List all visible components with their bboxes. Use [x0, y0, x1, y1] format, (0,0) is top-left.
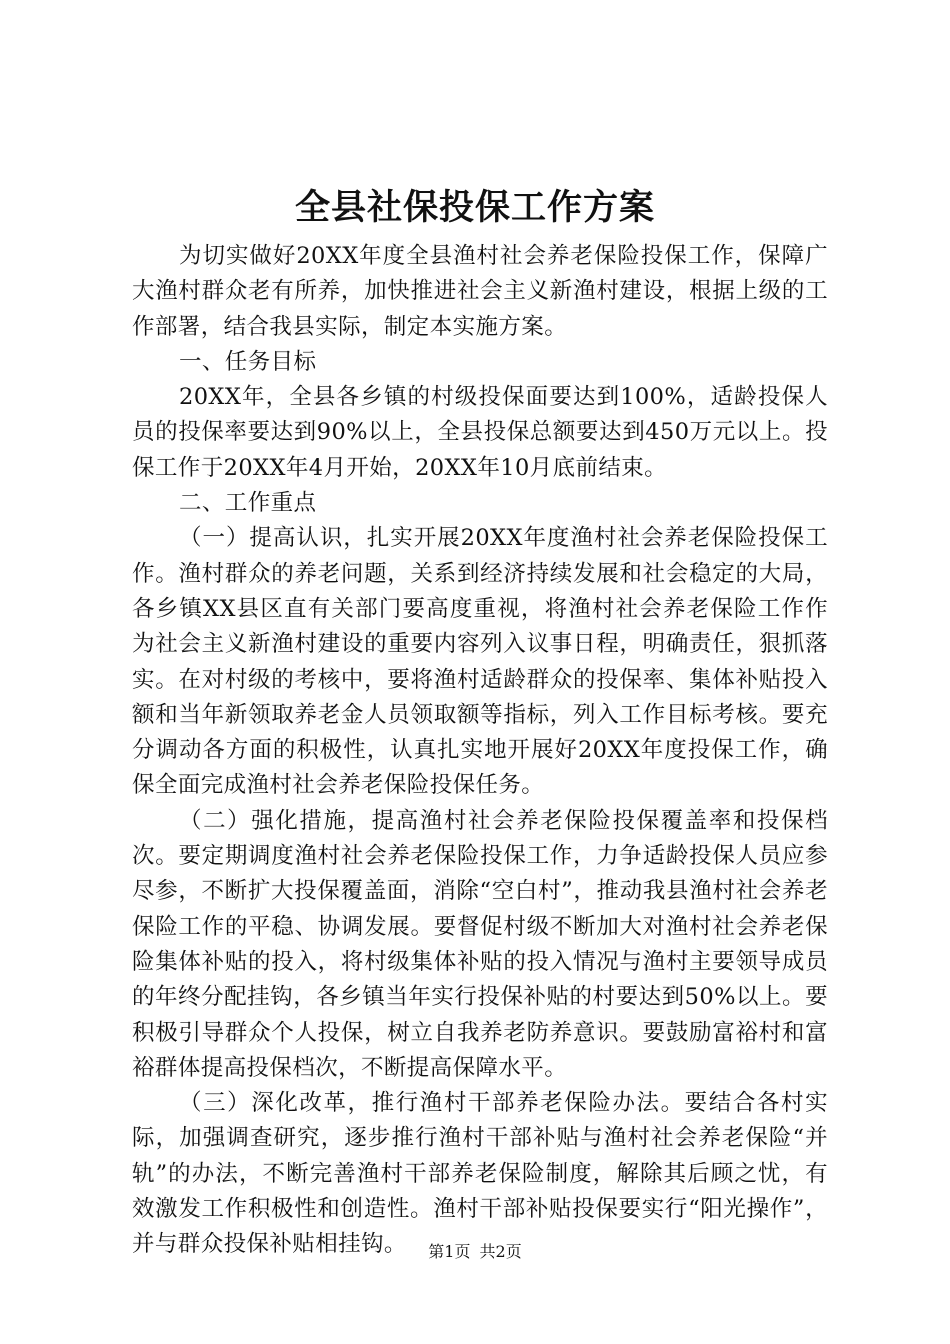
section-heading-task-goals: 一、任务目标	[179, 348, 317, 375]
work-focus-item-2: （二）强化措施，提高渔村社会养老保险投保覆盖率和投保档次。要定期调度渔村社会养老保险投保工作，力争适龄投保人员应参尽参，不断扩大投保覆盖面，消除“空白村”，推动我县渔村社会养老保险工作的平稳、协调发展。要督促村级不断加大对渔村社会养老保险集体补贴的投入，将村级集体补贴的投入情况与渔村主要领导成员的年终分配挂钩，各乡镇当年实行投保补贴的村要达到50%以上。要积极引导群众个人投保，树立自我养老防养意识。要鼓励富裕村和富裕群体提高投保档次，不断提高保障水平。	[132, 807, 828, 1081]
page-number-footer: 第1页 共2页	[428, 1242, 522, 1261]
section-heading-work-focus: 二、工作重点	[179, 490, 317, 517]
work-focus-item-1: （一）提高认识，扎实开展20XX年度渔村社会养老保险投保工作。渔村群众的养老问题，关系到经济持续发展和社会稳定的大局，各乡镇XX县区直有关部门要高度重视，将渔村社会养老保险工作作为社会主义新渔村建设的重要内容列入议事日程，明确责任，狠抓落实。在对村级的考核中，要将渔村适龄群众的投保率、集体补贴投入额和当年新领取养老金人员领取额等指标，列入工作目标考核。要充分调动各方面的积极性，认真扎实地开展好20XX年度投保工作，确保全面完成渔村社会养老保险投保任务。	[132, 525, 828, 799]
intro-paragraph: 为切实做好20XX年度全县渔村社会养老保险投保工作，保障广大渔村群众老有所养，加快推进社会主义新渔村建设，根据上级的工作部署，结合我县实际，制定本实施方案。	[132, 243, 828, 340]
task-goals-paragraph: 20XX年，全县各乡镇的村级投保面要达到100%，适龄投保人员的投保率要达到90%以上，全县投保总额要达到450万元以上。投保工作于20XX年4月开始，20XX年10月底前结束。	[132, 384, 828, 481]
work-focus-item-3: （三）深化改革，推行渔村干部养老保险办法。要结合各村实际，加强调查研究，逐步推行渔村干部补贴与渔村社会养老保险“并轨”的办法，不断完善渔村干部养老保险制度，解除其后顾之忧，有效激发工作积极性和创造性。渔村干部补贴投保要实行“阳光操作”，并与群众投保补贴相挂钩。	[132, 1090, 828, 1258]
document-body	[132, 239, 828, 1263]
document-title: 全县社保投保工作方案	[294, 187, 655, 228]
